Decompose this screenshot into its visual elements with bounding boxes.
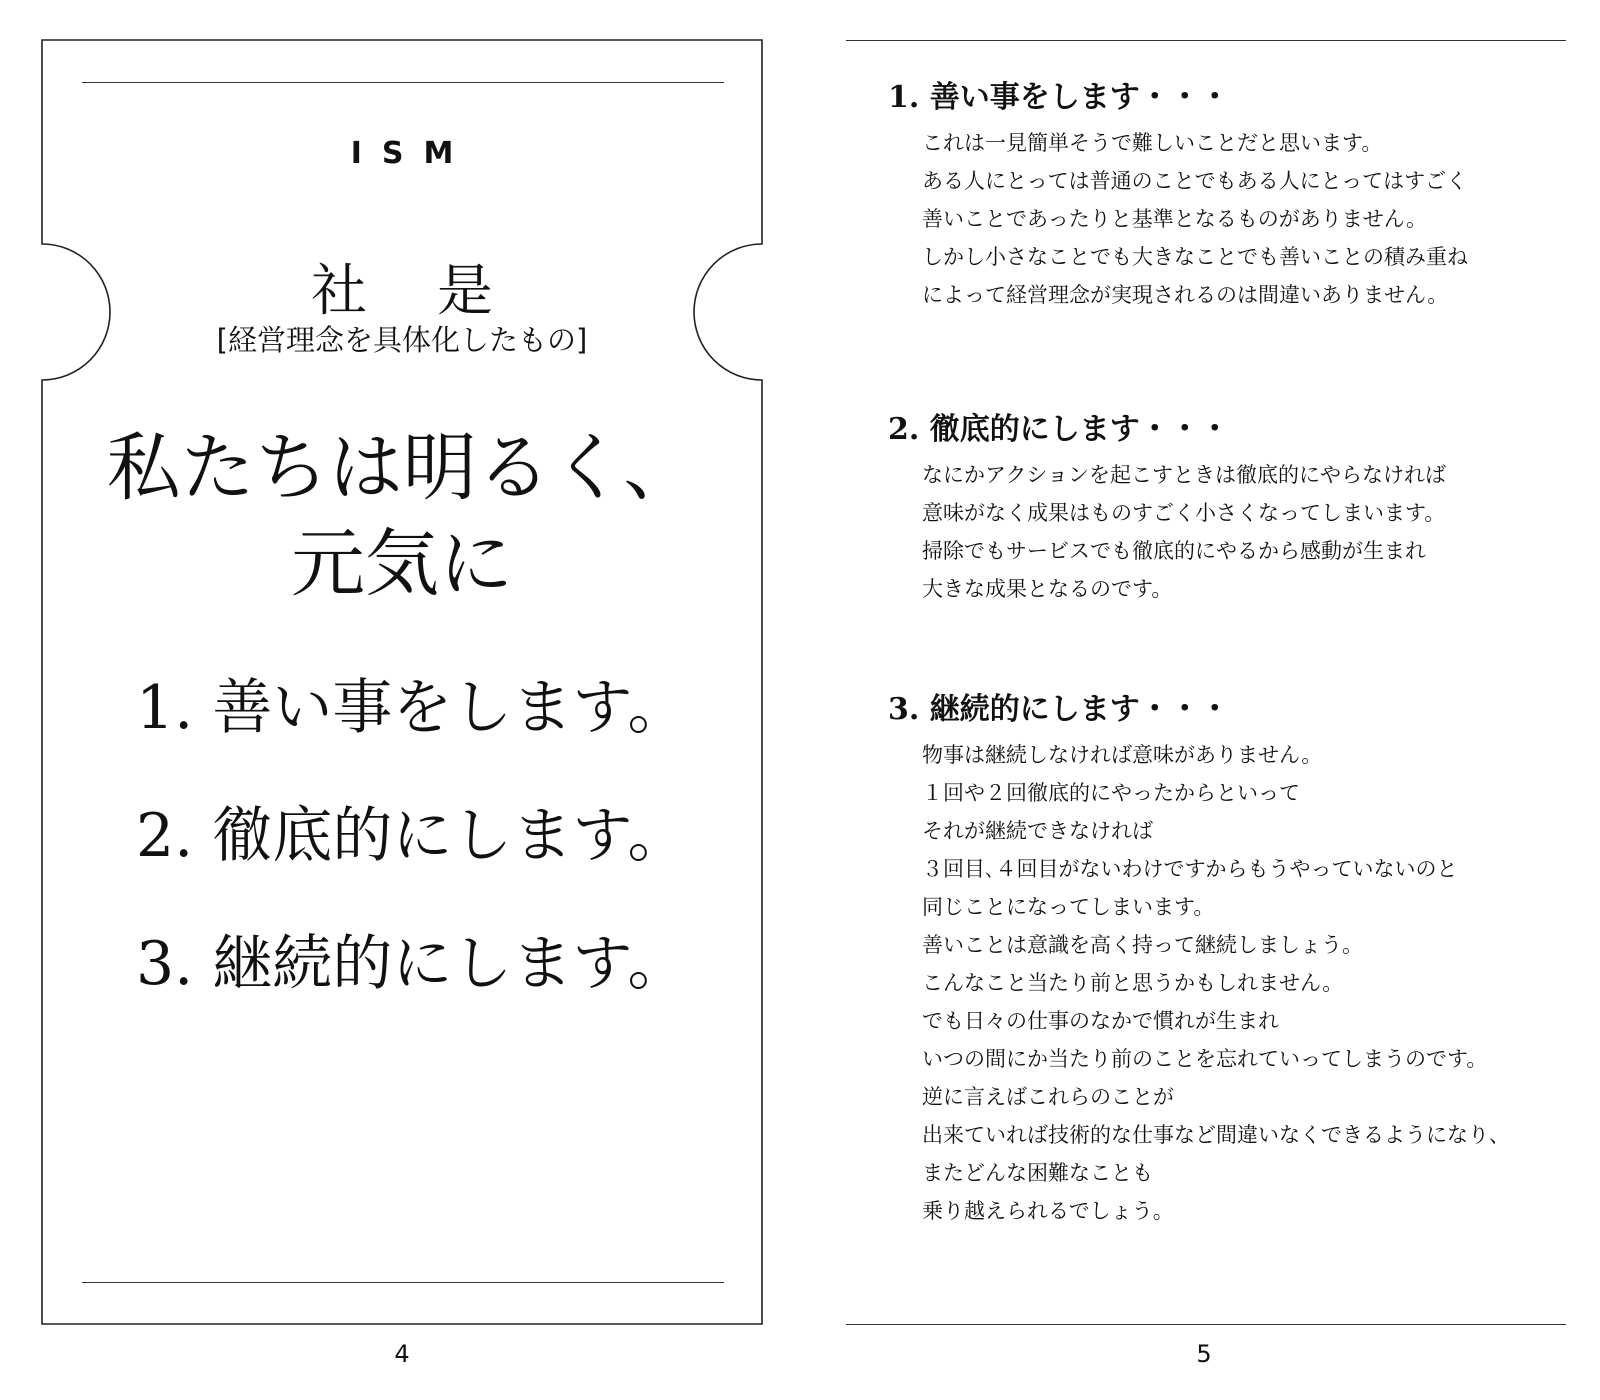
section-1: [888, 78, 1568, 314]
section-3-line-3: それが継続できなければ: [922, 819, 1153, 843]
section-1-line-3: 善いことであったりと基準となるものがありません。: [922, 207, 1428, 231]
section-2-line-2: 意味がなく成果はものすごく小さくなってしまいます。: [922, 501, 1446, 525]
card-top-rule: [82, 82, 724, 83]
section-1-line-1: これは一見簡単そうで難しいことだと思います。: [922, 131, 1383, 155]
section-3-line-1: 物事は継続しなければ意味がありません。: [922, 743, 1323, 767]
section-1-line-2: ある人にとっては普通のことでもある人にとってはすごく: [922, 169, 1468, 193]
section-2-body: [922, 456, 1568, 608]
card-bottom-rule: [82, 1282, 724, 1283]
section-1-body: [922, 124, 1568, 314]
section-3-heading: 3. 継続的にします・・・: [888, 692, 1230, 727]
page-top-rule: [846, 40, 1566, 41]
headline-line-2: 元気に: [291, 521, 513, 607]
motto-subtitle: [経営理念を具体化したもの]: [216, 323, 588, 357]
section-1-heading: 1. 善い事をします・・・: [888, 80, 1230, 115]
motto-title: [42, 259, 762, 324]
section-3-line-6: 善いことは意識を高く持って継続しましょう。: [922, 933, 1363, 957]
headline: [42, 420, 762, 612]
section-2-line-4: 大きな成果となるのです。: [922, 577, 1173, 601]
section-3-line-2: １回や２回徹底的にやったからといって: [922, 781, 1300, 805]
section-3-line-8: でも日々の仕事のなかで慣れが生まれ: [922, 1009, 1279, 1033]
brand-logo: ISM: [350, 136, 474, 171]
page-number-right: 5: [1196, 1340, 1212, 1368]
motto-title-char-2: 是: [437, 259, 493, 324]
section-2-line-1: なにかアクションを起こすときは徹底的にやらなければ: [922, 463, 1446, 487]
page-number-left: 4: [394, 1340, 410, 1368]
pledge-item-3: 3. 継続的にします。: [136, 929, 688, 999]
section-1-line-4: しかし小さなことでも大きなことでも善いことの積み重ね: [922, 245, 1468, 269]
section-2-line-3: 掃除でもサービスでも徹底的にやるから感動が生まれ: [922, 539, 1426, 563]
section-2-heading: 2. 徹底的にします・・・: [888, 412, 1230, 447]
section-3-line-4: ３回目､４回目がないわけですからもうやっていないのと: [922, 857, 1458, 881]
pledge-item-2: 2. 徹底的にします。: [136, 801, 688, 871]
section-1-line-5: によって経営理念が実現されるのは間違いありません。: [922, 283, 1449, 307]
section-3-body: [922, 736, 1568, 1230]
section-3-line-5: 同じことになってしまいます。: [922, 895, 1215, 919]
headline-line-1: 私たちは明るく、: [106, 425, 698, 511]
section-3-line-13: 乗り越えられるでしょう。: [922, 1199, 1174, 1223]
pledge-item-1: 1. 善い事をします。: [136, 673, 688, 743]
section-3-line-11: 出来ていれば技術的な仕事など間違いなくできるようになり、: [922, 1123, 1510, 1147]
section-3-line-10: 逆に言えばこれらのことが: [922, 1085, 1174, 1109]
pledge-list: [136, 670, 736, 1054]
section-3-line-7: こんなこと当たり前と思うかもしれません。: [922, 971, 1344, 995]
section-3-line-9: いつの間にか当たり前のことを忘れていってしまうのです。: [922, 1047, 1488, 1071]
motto-title-char-1: 社: [311, 259, 367, 324]
section-3: [888, 690, 1568, 1230]
section-3-line-12: またどんな困難なことも: [922, 1161, 1153, 1185]
section-2: [888, 410, 1568, 608]
page-bottom-rule: [846, 1324, 1566, 1325]
